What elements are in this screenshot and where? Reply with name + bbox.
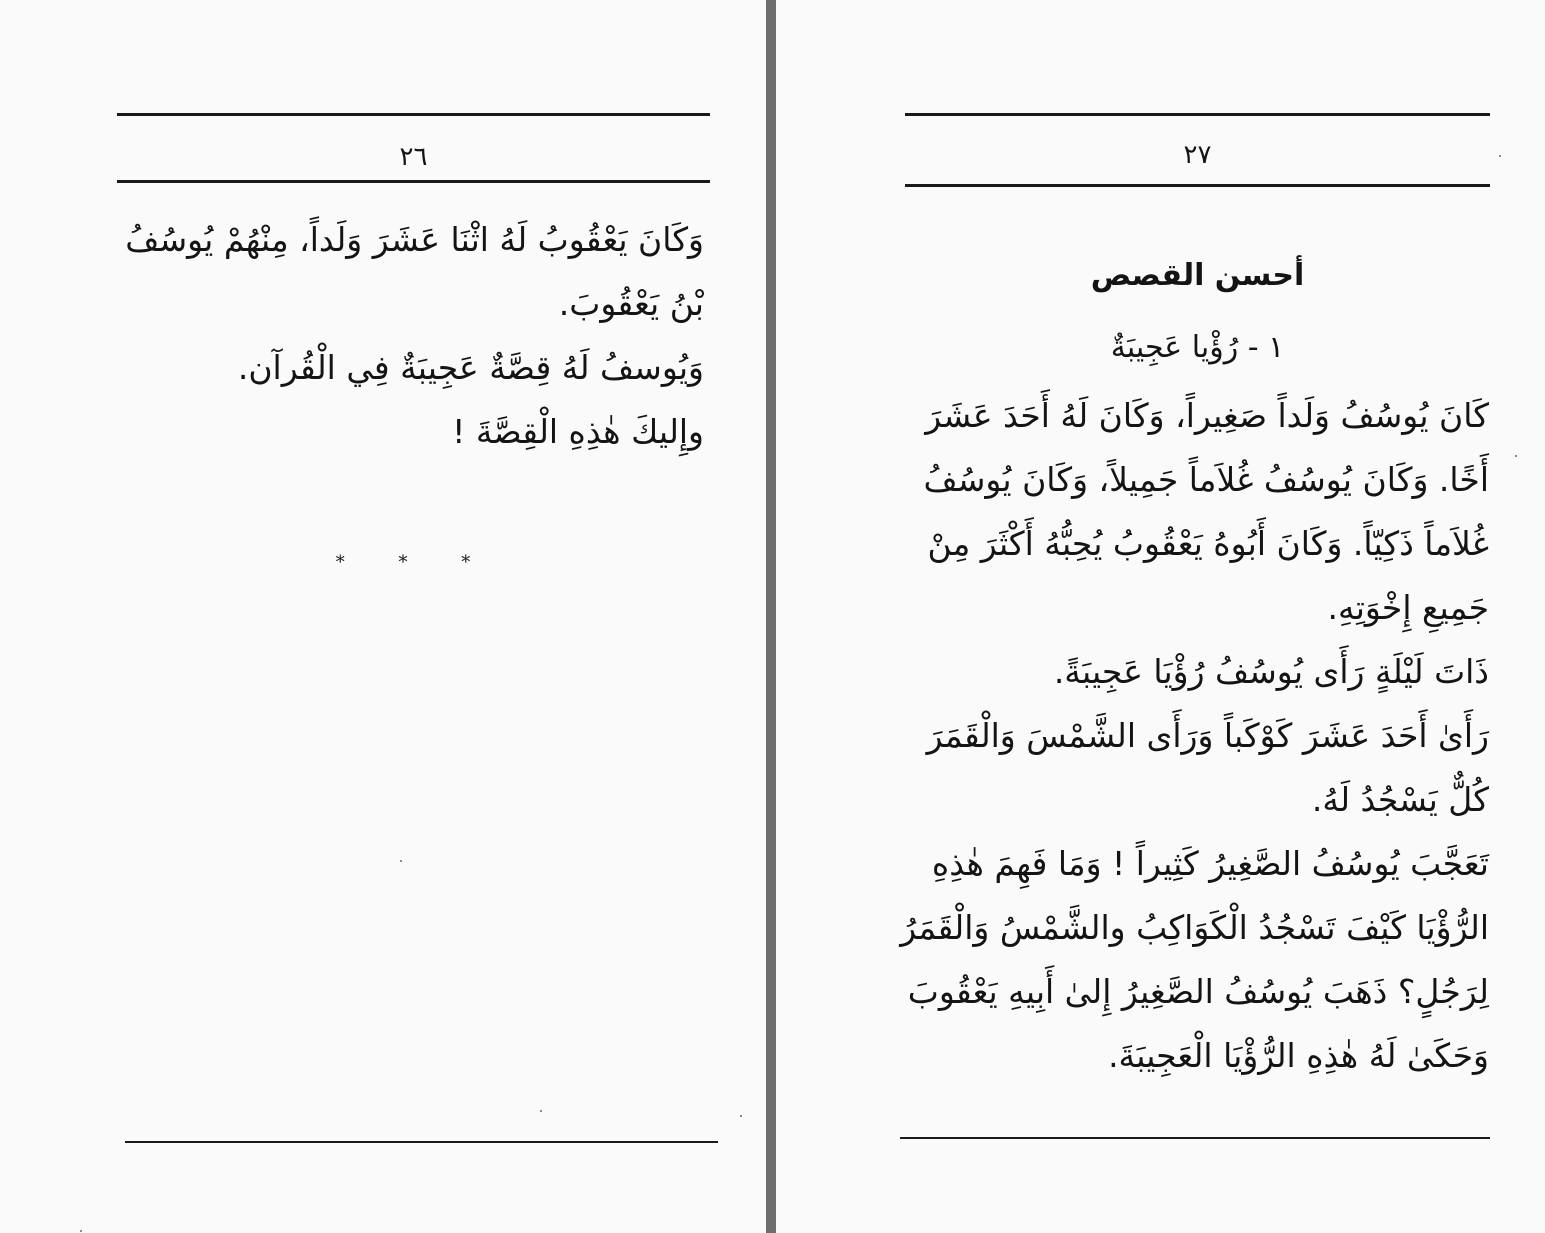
text-line: تَعَجَّبَ يُوسُفُ الصَّغِيرُ كَثِيراً ! وَمَا فَهِمَ هٰذِهِ: [931, 844, 1489, 883]
left-page: [0, 0, 766, 1233]
chapter-title: أحسن القصص: [1090, 258, 1305, 293]
section-separator: * * *: [335, 552, 495, 573]
body-text: [100, 208, 704, 464]
text-line: وَحَكَىٰ لَهُ هٰذِهِ الرُّؤْيَا الْعَجِيبَةَ.: [1108, 1036, 1489, 1075]
scan-speck: [540, 1110, 542, 1112]
text-line: لِرَجُلٍ؟ ذَهَبَ يُوسُفُ الصَّغِيرُ إِلىٰ أَبِيهِ يَعْقُوبَ: [907, 972, 1489, 1011]
text-line: بْنُ يَعْقُوبَ.: [558, 284, 704, 323]
text-line: وإِليكَ هٰذِهِ الْقِصَّةَ !: [452, 412, 704, 451]
top-rule: [117, 113, 710, 116]
text-line: وَكَانَ يَعْقُوبُ لَهُ اثْنَا عَشَرَ وَلَداً، مِنْهُمْ يُوسُفُ: [125, 220, 704, 259]
book-gutter: [766, 0, 776, 1233]
body-text: [894, 384, 1489, 1088]
text-line: ذَاتَ لَيْلَةٍ رَأَى يُوسُفُ رُؤْيَا عَجِيبَةً.: [1053, 652, 1489, 691]
bottom-rule: [900, 1137, 1490, 1139]
scan-speck: [1499, 155, 1501, 157]
header-rule: [117, 180, 710, 183]
bottom-rule: [125, 1141, 718, 1143]
header-rule: [905, 184, 1490, 187]
page-number: ٢٦: [399, 142, 428, 172]
text-line: وَيُوسفُ لَهُ قِصَّةٌ عَجِيبَةٌ فِي الْقُرآن.: [237, 348, 704, 387]
page-number: ٢٧: [1183, 140, 1212, 170]
top-rule: [905, 113, 1490, 116]
text-line: كَانَ يُوسُفُ وَلَداً صَغِيراً، وَكَانَ لَهُ أَحَدَ عَشَرَ: [925, 396, 1489, 435]
scan-speck: [740, 1115, 742, 1117]
section-title: ١ - رُؤْيا عَجِيبَةٌ: [1110, 330, 1285, 365]
scan-speck: [1515, 455, 1517, 457]
scan-speck: [400, 860, 402, 862]
right-page: [776, 0, 1545, 1233]
text-line: أَخًا. وَكَانَ يُوسُفُ غُلاَماً جَمِيلاً، وَكَانَ يُوسُفُ: [923, 460, 1489, 499]
text-line: رَأَىٰ أَحَدَ عَشَرَ كَوْكَباً وَرَأَى الشَّمْسَ وَالْقَمَرَ: [926, 716, 1489, 755]
text-line: كُلٌّ يَسْجُدُ لَهُ.: [1311, 780, 1489, 819]
text-line: غُلاَماً ذَكِيّاً. وَكَانَ أَبُوهُ يَعْقُوبُ يُحِبُّهُ أَكْثَرَ مِنْ: [927, 524, 1489, 563]
text-line: جَمِيعِ إِخْوَتِهِ.: [1327, 588, 1489, 627]
text-line: الرُّؤْيَا كَيْفَ تَسْجُدُ الْكَوَاكِبُ والشَّمْسُ وَالْقَمَرُ: [900, 908, 1489, 947]
scan-speck: [80, 1230, 82, 1232]
